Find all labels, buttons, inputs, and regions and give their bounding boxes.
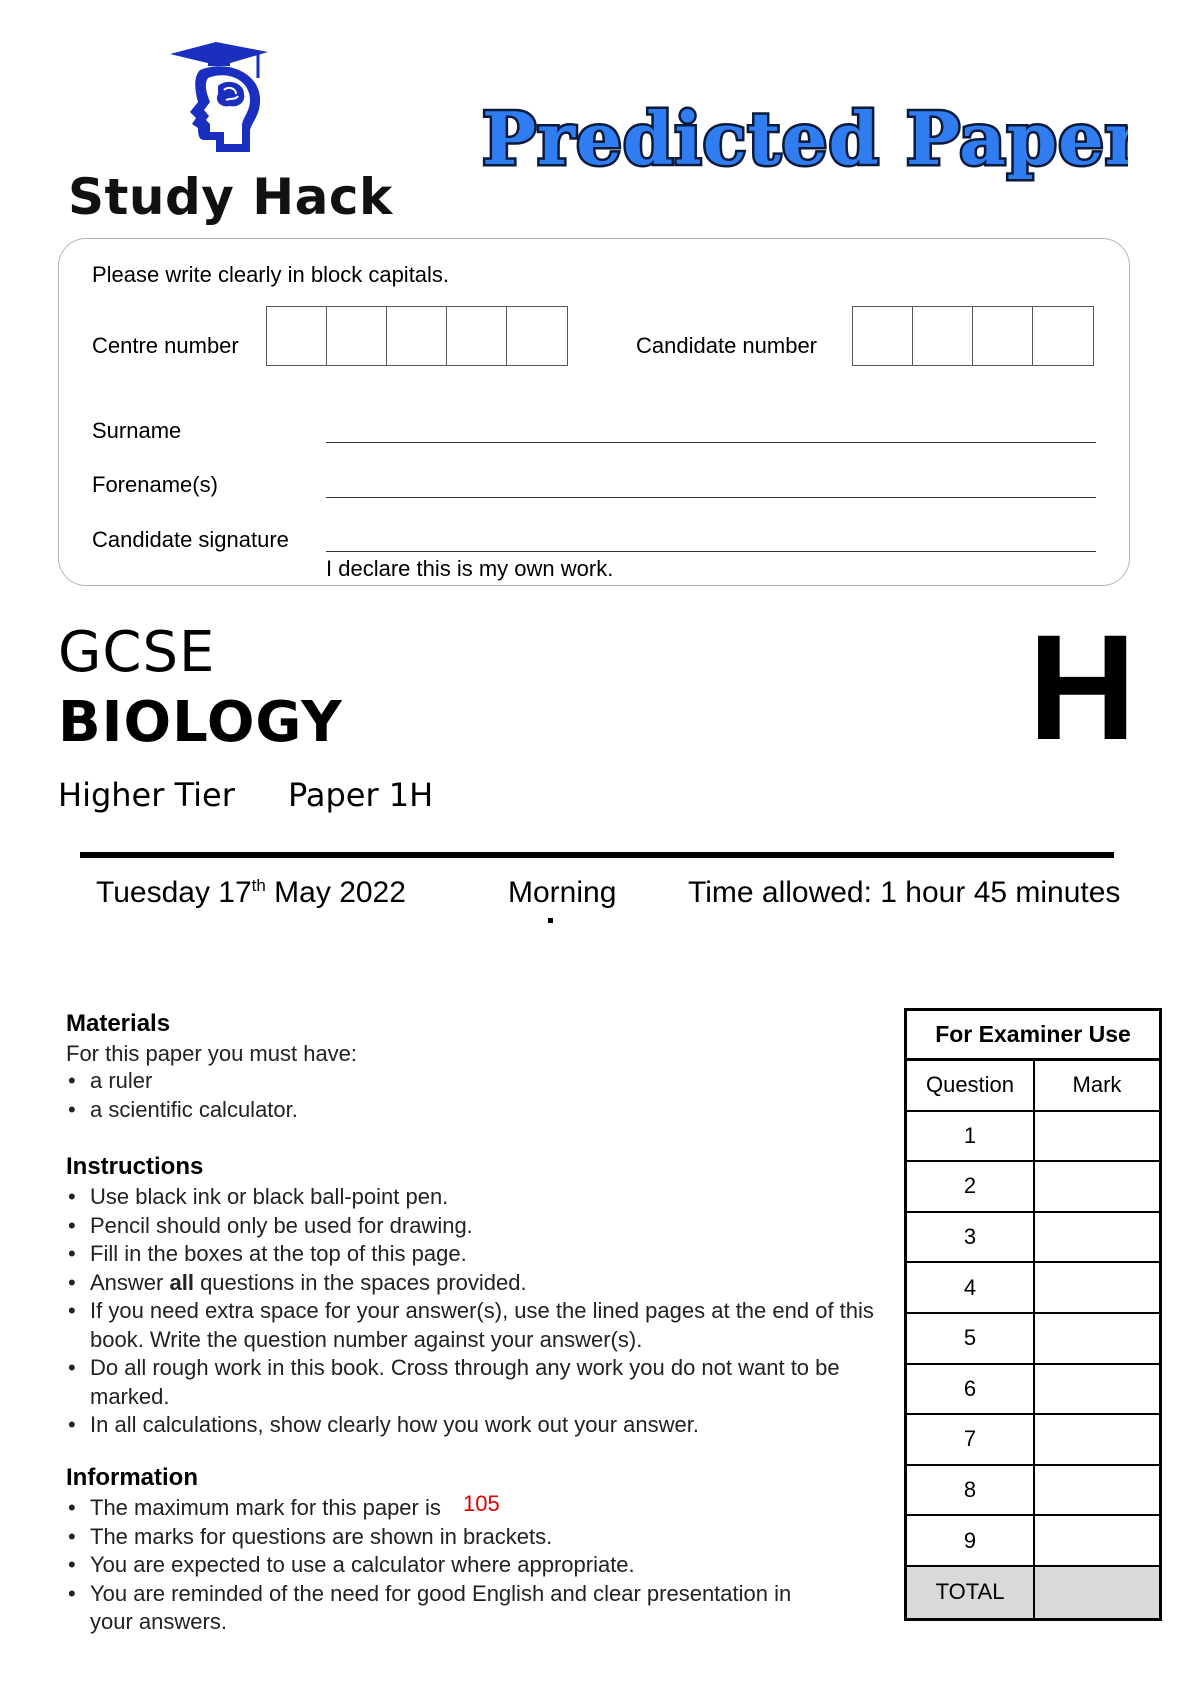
table-row: 3 (907, 1213, 1159, 1264)
table-row: 5 (907, 1314, 1159, 1365)
candidate-digit-box[interactable] (913, 307, 973, 365)
list-item: • The maximum mark for this paper is 105 (66, 1494, 896, 1523)
table-row: 8 (907, 1466, 1159, 1517)
block-capitals-instruction: Please write clearly in block capitals. (92, 262, 450, 287)
information-section (66, 1464, 896, 1637)
exam-session: Morning (508, 876, 617, 909)
total-mark-cell[interactable] (1035, 1567, 1159, 1618)
tier-letter: H (1028, 603, 1137, 771)
candidate-digit-box[interactable] (1033, 307, 1093, 365)
total-row (907, 1567, 1159, 1618)
mark-cell[interactable] (1035, 1213, 1159, 1262)
information-heading: Information (66, 1464, 198, 1491)
centre-digit-box[interactable] (387, 307, 447, 365)
mark-cell[interactable] (1035, 1466, 1159, 1515)
list-item: • a ruler (66, 1067, 896, 1096)
signature-label: Candidate signature (92, 527, 289, 552)
centre-digit-box[interactable] (327, 307, 387, 365)
list-item: • The marks for questions are shown in brackets. (66, 1523, 896, 1552)
mark-column-header: Mark (1072, 1072, 1122, 1098)
list-item: • You are expected to use a calculator where appropriate. (66, 1551, 896, 1580)
mark-cell[interactable] (1035, 1314, 1159, 1363)
centre-number-label: Centre number (92, 333, 239, 358)
divider-rule (80, 852, 1114, 858)
tier-label: Higher Tier (58, 776, 235, 814)
total-label: TOTAL (907, 1567, 1035, 1618)
banner-text: Predicted Paper (482, 96, 1128, 181)
list-item: • If you need extra space for your answer(s), use the lined pages at the end of this book. Write the question number against your answer(s). (66, 1297, 890, 1354)
surname-label: Surname (92, 418, 182, 443)
mark-cell[interactable] (1035, 1162, 1159, 1211)
candidate-digit-box[interactable] (973, 307, 1033, 365)
candidate-digit-box[interactable] (853, 307, 913, 365)
list-item: • Use black ink or black ball-point pen. (66, 1183, 896, 1212)
table-row: 4 (907, 1263, 1159, 1314)
table-row: 7 (907, 1415, 1159, 1466)
list-item: • Fill in the boxes at the top of this page. (66, 1240, 896, 1269)
study-hack-logo-icon (160, 40, 280, 155)
examiner-table-title: For Examiner Use (907, 1011, 1159, 1061)
list-item: • Pencil should only be used for drawing. (66, 1212, 896, 1241)
list-item: • a scientific calculator. (66, 1096, 896, 1125)
materials-heading: Materials (66, 1010, 171, 1037)
paper-label: Paper 1H (288, 776, 434, 814)
mark-cell[interactable] (1035, 1516, 1159, 1565)
instructions-heading: Instructions (66, 1153, 204, 1180)
materials-intro: For this paper you must have: (66, 1041, 358, 1066)
table-row: 2 (907, 1162, 1159, 1213)
instructions-section (66, 1153, 896, 1440)
brand-name: Study Hack (68, 168, 393, 226)
table-row: 1 (907, 1112, 1159, 1163)
mark-cell[interactable] (1035, 1365, 1159, 1414)
centre-digit-box[interactable] (447, 307, 507, 365)
list-item: • Answer all questions in the spaces provided. (66, 1269, 896, 1298)
list-item: • You are reminded of the need for good English and clear presentation in your answers. (66, 1580, 830, 1637)
candidate-number-label: Candidate number (636, 333, 818, 358)
centre-digit-box[interactable] (267, 307, 327, 365)
list-item: • In all calculations, show clearly how you work out your answer. (66, 1411, 896, 1440)
table-row: 6 (907, 1365, 1159, 1416)
max-mark-value: 105 (463, 1491, 500, 1516)
candidate-number-boxes[interactable] (852, 306, 1094, 366)
declaration-text: I declare this is my own work. (326, 556, 614, 581)
exam-date: Tuesday 17th May 2022 (96, 876, 406, 909)
stray-dot (548, 918, 553, 923)
examiner-use-table (904, 1008, 1162, 1621)
predicted-paper-banner (478, 86, 1128, 196)
centre-digit-box[interactable] (507, 307, 567, 365)
signature-line[interactable] (326, 551, 1096, 552)
materials-list (66, 1067, 896, 1124)
list-item: • Do all rough work in this book. Cross through any work you do not want to be marked. (66, 1354, 850, 1411)
forename-label: Forename(s) (92, 472, 218, 497)
materials-section (66, 1010, 896, 1124)
mark-cell[interactable] (1035, 1112, 1159, 1161)
information-list (66, 1491, 896, 1637)
mark-cell[interactable] (1035, 1415, 1159, 1464)
examiner-table-header-row (907, 1061, 1159, 1112)
table-row: 9 (907, 1516, 1159, 1567)
surname-line[interactable] (326, 442, 1096, 443)
time-allowed: Time allowed: 1 hour 45 minutes (688, 876, 1121, 909)
centre-number-boxes[interactable] (266, 306, 568, 366)
question-column-header: Question (907, 1061, 1035, 1110)
subject-title: BIOLOGY (58, 690, 343, 755)
exam-title: GCSE (58, 620, 216, 685)
mark-cell[interactable] (1035, 1263, 1159, 1312)
forename-line[interactable] (326, 497, 1096, 498)
instructions-list (66, 1183, 896, 1440)
